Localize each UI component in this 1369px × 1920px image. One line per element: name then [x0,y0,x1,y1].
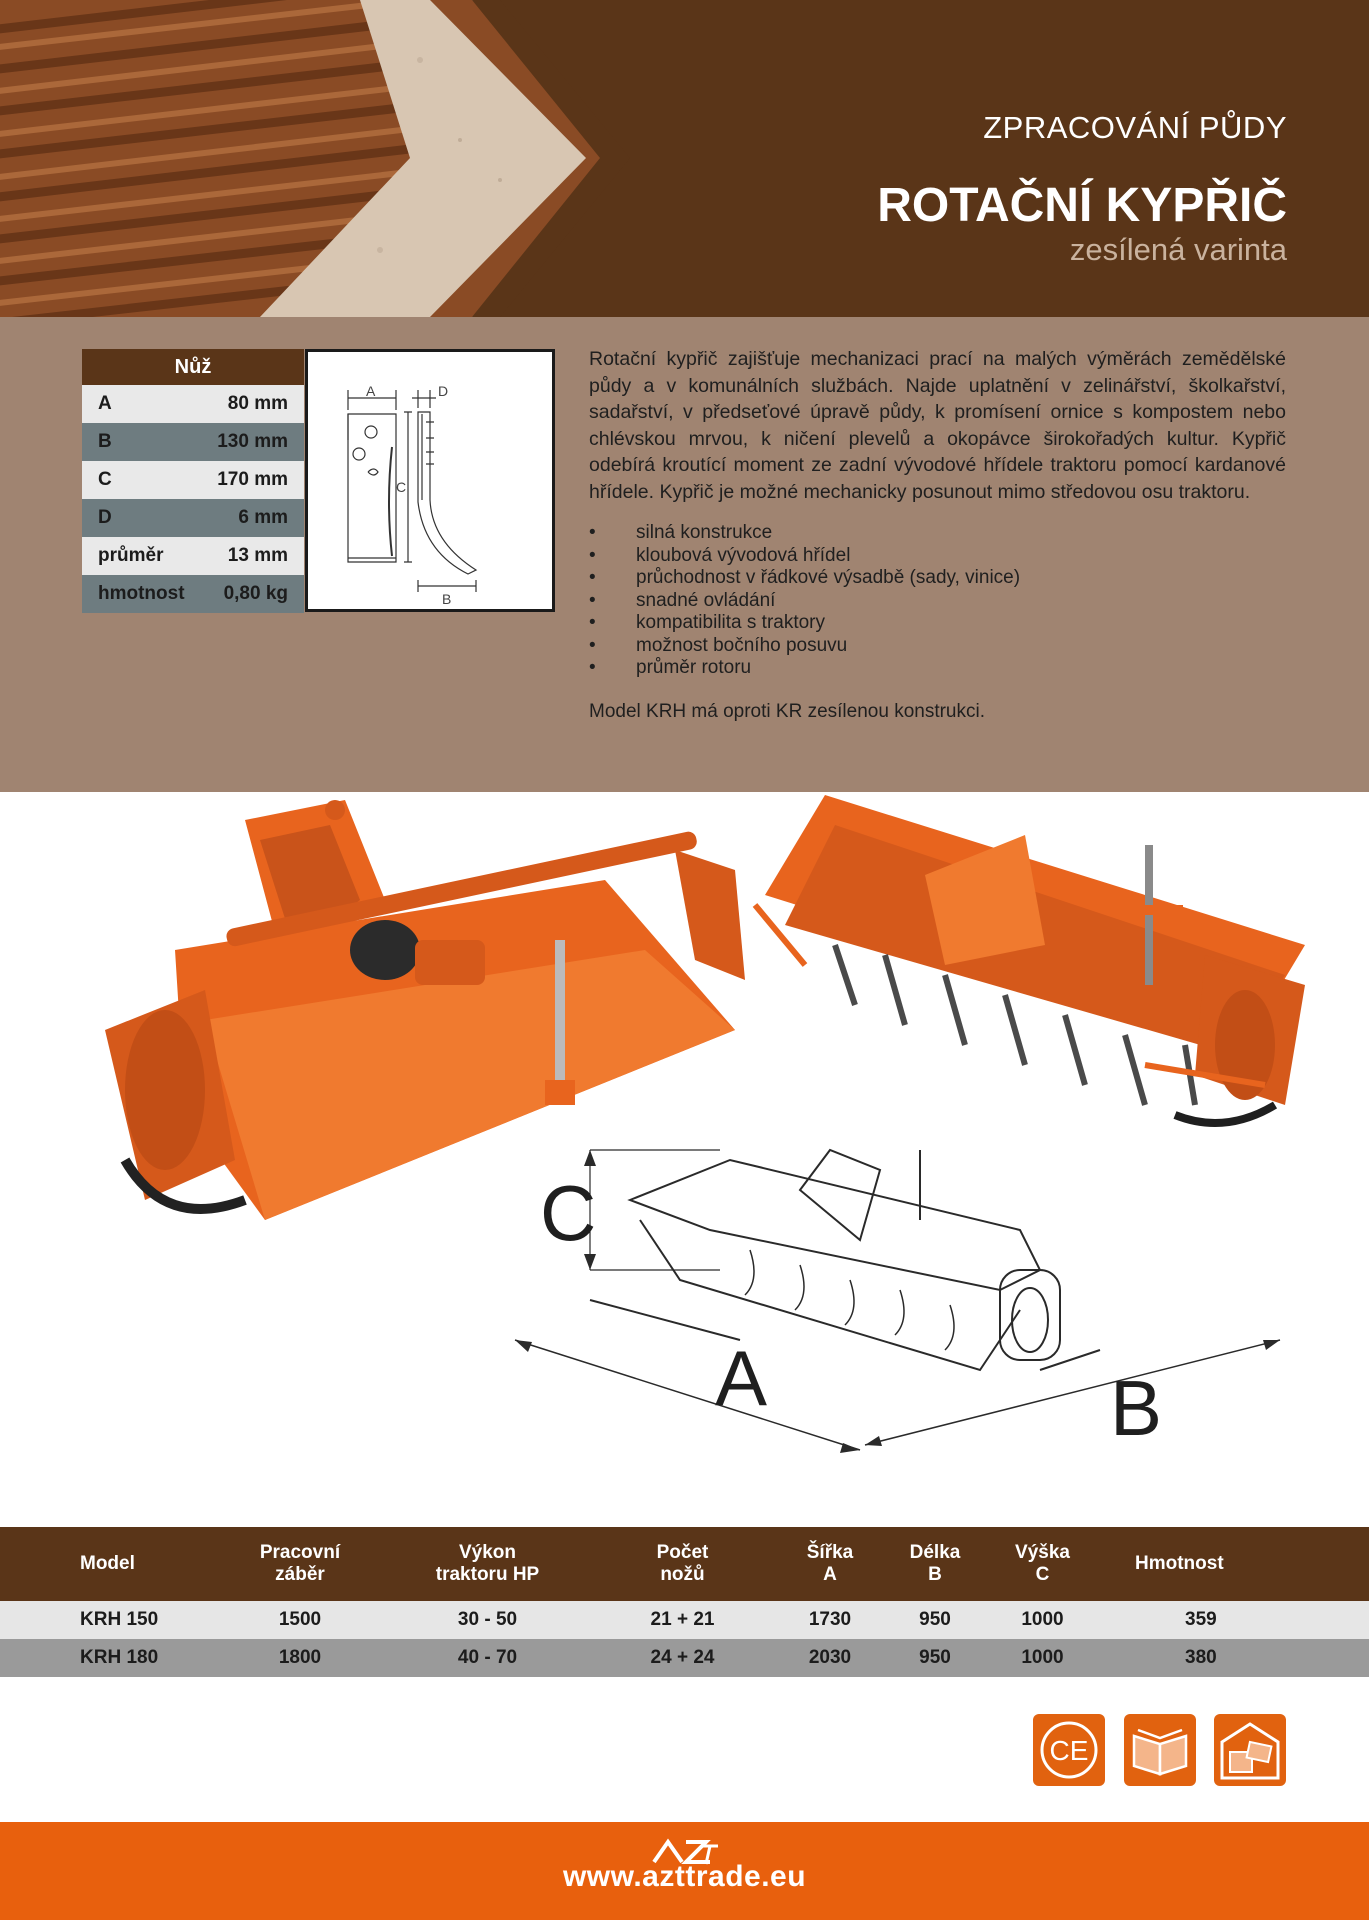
table-row [82,461,304,499]
cell: 950 [880,1601,990,1639]
cell: 21 + 21 [585,1601,780,1639]
knife-value: 13 mm [201,537,304,575]
col-header: Šířka A [780,1527,880,1601]
feature-item: • silná konstrukce [589,522,1020,545]
table-row [82,575,304,613]
table-row [82,385,304,423]
knife-table-heading: Nůž [82,349,304,385]
ce-icon [1033,1714,1105,1786]
table-row [82,423,304,461]
dimension-label-c: C [540,1169,597,1257]
drawing-label-a: A [366,383,376,399]
cell: 24 + 24 [585,1639,780,1677]
knife-drawing [305,349,555,612]
table-row [0,1639,1369,1677]
product-description: Rotační kypřič zajišťuje mechanizaci prací na malých výměrách zemědělské půdy a v komunálních službách. Najde uplatnění v zelinářství, školkařství, sadařství, v předseťové úpravě půdy, k promísení ornice s kompostem nebo chlévskou mrvou, k ničení plevelů a okopávce širokořadých kultur. Kypřič odebírá kroutící moment ze zadní vývodové hřídele traktoru pomocí kardanové hřídele. Kypřič je možné mechanicky posunout mimo středovou osu traktoru. [589,348,1286,503]
website-link[interactable]: www.azttrade.eu [562,1860,807,1893]
feature-item: • průchodnost v řádkové výsadbě (sady, vinice) [589,567,1020,590]
rotary-tiller-photo-right [745,785,1325,1165]
knife-label: hmotnost [82,575,201,613]
feature-item: • snadné ovládání [589,590,1020,613]
col-header: Pracovní záběr [210,1527,390,1601]
cell: 2030 [780,1639,880,1677]
cell: 40 - 70 [390,1639,585,1677]
product-subtitle: zesílená varinta [1069,232,1287,267]
cell: 30 - 50 [390,1601,585,1639]
cell: 1800 [210,1639,390,1677]
col-header: Výška C [990,1527,1095,1601]
feature-item: • možnost bočního posuvu [589,635,1020,658]
knife-value: 130 mm [201,423,304,461]
dimension-label-a: A [715,1334,768,1422]
ce-mark-text: CE [1049,1735,1089,1766]
knife-value: 0,80 kg [201,575,304,613]
col-header: Model [0,1527,210,1601]
table-row [82,499,304,537]
dimension-label-b: B [1110,1364,1163,1452]
knife-label: B [82,423,201,461]
cell: 1730 [780,1601,880,1639]
cell: 1500 [210,1601,390,1639]
table-row [82,537,304,575]
feature-item: • kompatibilita s traktory [589,612,1020,635]
drawing-label-d: D [438,383,449,399]
knife-label: A [82,385,201,423]
cell: 950 [880,1639,990,1677]
cell: 1000 [990,1639,1095,1677]
feature-item: • průměr rotoru [589,657,1020,680]
cell: 380 [1095,1639,1369,1677]
knife-label: průměr [82,537,201,575]
cell: KRH 180 [0,1639,210,1677]
drawing-label-b: B [442,591,452,607]
spec-table [0,1527,1369,1677]
header [0,0,1369,317]
col-header: Hmotnost [1095,1527,1369,1601]
table-row [0,1601,1369,1639]
knife-technical-drawing [308,352,552,609]
feature-list [589,522,1020,680]
spec-header-row [0,1527,1369,1601]
col-header: Počet nožů [585,1527,780,1601]
knife-value: 170 mm [201,461,304,499]
manual-icon [1124,1714,1196,1786]
dimension-drawing [500,1140,1300,1470]
cell: 359 [1095,1601,1369,1639]
knife-value: 80 mm [201,385,304,423]
drawing-label-c: C [396,479,407,495]
storage-icon [1214,1714,1286,1786]
col-header: Délka B [880,1527,990,1601]
soil-photo [0,0,640,317]
knife-label: D [82,499,201,537]
feature-item: • kloubová vývodová hřídel [589,545,1020,568]
cell: KRH 150 [0,1601,210,1639]
product-title: ROTAČNÍ KYPŘIČ [877,179,1287,232]
col-header: Výkon traktoru HP [390,1527,585,1601]
cell: 1000 [990,1601,1095,1639]
category-title: ZPRACOVÁNÍ PŮDY [983,110,1287,145]
knife-value: 6 mm [201,499,304,537]
knife-spec-table [82,349,304,613]
model-note: Model KRH má oproti KR zesílenou konstrukci. [589,701,985,722]
knife-label: C [82,461,201,499]
